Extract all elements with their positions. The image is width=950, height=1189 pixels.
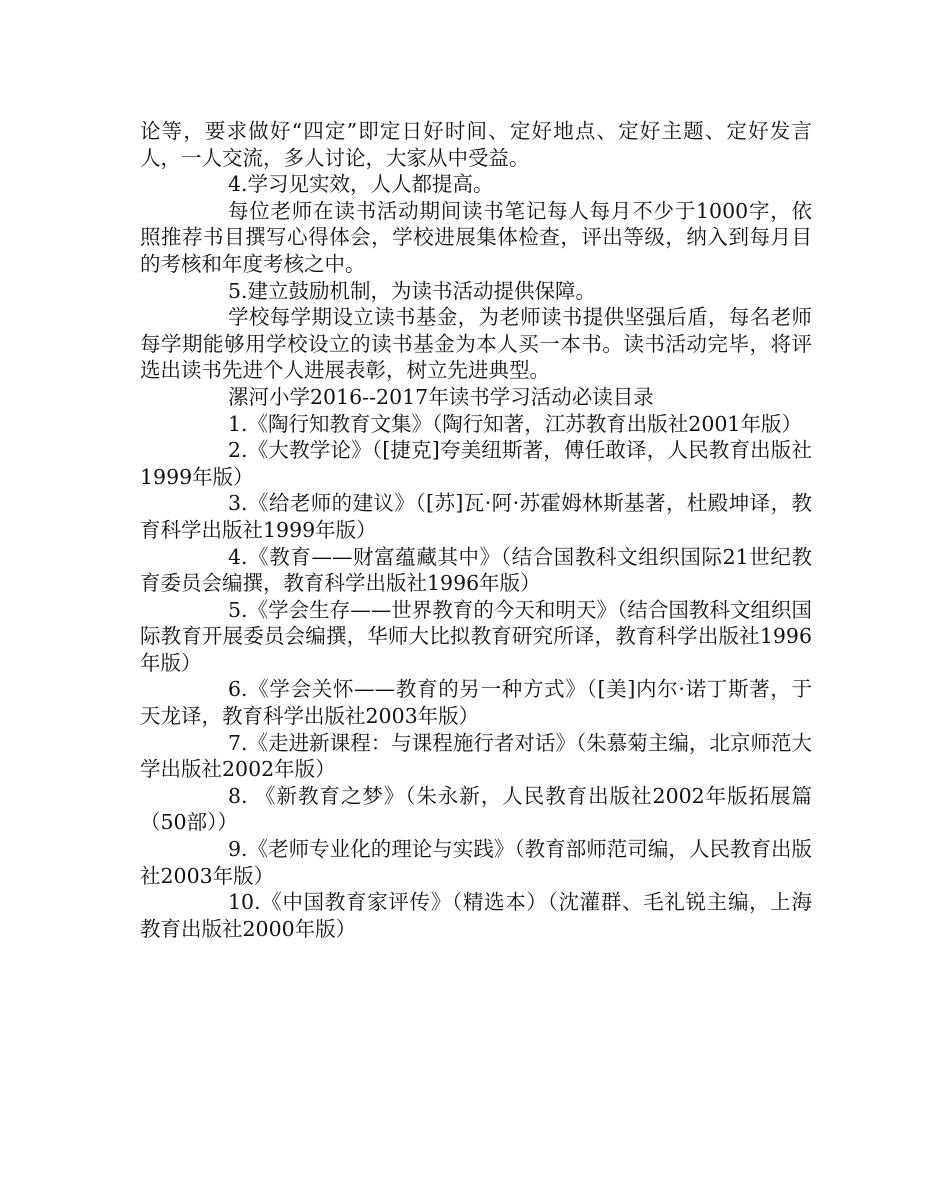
reading-list-item: 5.《学会生存——世界教育的今天和明天》（结合国教科文组织国际教育开展委员会编撰，华师大比拟教育研究所译，教育科学出版社1996年版） [140, 597, 812, 675]
reading-list-item: 7.《走进新课程：与课程施行者对话》（朱慕菊主编，北京师范大学出版社2002年版） [140, 730, 812, 782]
reading-list-item: 1.《陶行知教育文集》（陶行知著，江苏教育出版社2001年版） [228, 411, 802, 436]
paragraph: 论等，要求做好“四定”即定日好时间、定好地点、定好主题、定好发言人，一人交流，多人讨论，大家从中受益。 [140, 119, 812, 170]
paragraph: 学校每学期设立读书基金，为老师读书提供坚强后盾，每名老师每学期能够用学校设立的读书基金为本人买一本书。读书活动完毕，将评选出读书先进个人进展表彰，树立先进典型。 [140, 305, 812, 383]
reading-list-item: 2.《大教学论》（[捷克]夸美纽斯著，傅任敢译，人民教育出版社1999年版） [140, 438, 812, 489]
reading-list-item: 6.《学会关怀——教育的另一种方式》（[美]内尔·诺丁斯著，于天龙译，教育科学出版社2003年版） [140, 677, 812, 729]
reading-list-item: 8. 《新教育之梦》（朱永新，人民教育出版社2002年版拓展篇（50部）） [140, 783, 812, 835]
reading-list-item: 4.《教育——财富蕴藏其中》（结合国教科文组织国际21世纪教育委员会编撰，教育科学出版社1996年版） [140, 544, 812, 596]
document-page [140, 118, 812, 942]
paragraph-heading-4: 4.学习见实效，人人都提高。 [228, 172, 494, 197]
reading-list-item: 9.《老师专业化的理论与实践》（教育部师范司编，人民教育出版社2003年版） [140, 837, 812, 888]
reading-list-title: 漯河小学2016--2017年读书学习活动必读目录 [228, 384, 654, 409]
reading-list-item: 3.《给老师的建议》（[苏]瓦·阿·苏霍姆林斯基著，杜殿坤译，教育科学出版社1999年版） [140, 491, 812, 542]
paragraph-heading-5: 5.建立鼓励机制，为读书活动提供保障。 [228, 278, 597, 303]
paragraph: 每位老师在读书活动期间读书笔记每人每月不少于1000字，依照推荐书目撰写心得体会，学校进展集体检查，评出等级，纳入到每月目的考核和年度考核之中。 [140, 198, 812, 276]
reading-list-item: 10.《中国教育家评传》（精选本）（沈灌群、毛礼锐主编，上海教育出版社2000年版） [140, 890, 812, 941]
